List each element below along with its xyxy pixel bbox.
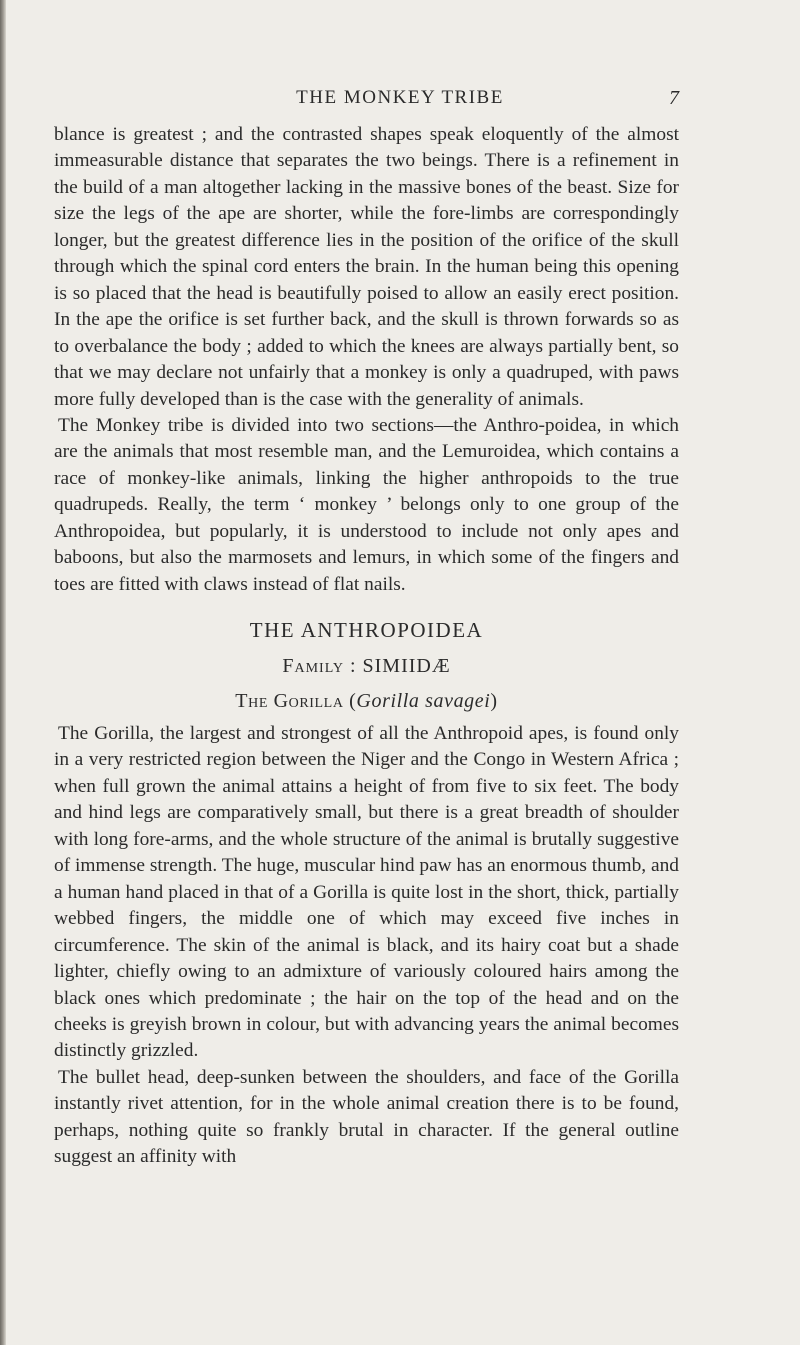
paragraph: The Monkey tribe is divided into two sections—the Anthro-poidea, in which are the animals that most resemble man, and the Lemuroidea, which contains a race of monkey-like animals, linking the higher anthropoids to the true quadrupeds. Really, the term ‘ monkey ’ belongs only to one group of the Anthropoidea, but popularly, it is understood to include not only apes and baboons, but also the marmosets and lemurs, in which some of the fingers and toes are fitted with claws instead of flat nails. [54,414,679,595]
species-heading [54,690,679,713]
family-label: Family : [282,655,357,677]
section-heading: THE ANTHROPOIDEA [249,618,484,642]
paragraph: blance is greatest ; and the contrasted shapes speak eloquently of the almost immeasurable distance that separates the two beings. There is a refinement in the build of a man altogether lacking in the massive bones of the beast. Size for size the legs of the ape are shorter, while the fore-limbs are correspondingly longer, but the greatest difference lies in the position of the orifice of the skull through which the spinal cord enters the brain. In the human being this opening is so placed that the head is beautifully poised to allow an easily erect position. In the ape the orifice is set further back, and the skull is thrown forwards so as to overbalance the body ; added to which the knees are always partially bent, so that we may declare not unfairly that a monkey is only a quadruped, with paws more fully developed than is the case with the generality of animals. [54,124,679,410]
species-latin-name: (Gorilla savagei) [349,690,498,712]
body-text-bottom [54,721,679,1171]
paragraph: The bullet head, deep-sunken between the shoulders, and face of the Gorilla instantly rivet attention, for in the whole animal creation there is to be found, perhaps, nothing quite so frankly brutal in character. If the general outline suggest an affinity with [54,1066,679,1168]
family-name: SIMIIDÆ [362,655,451,677]
body-text-top [54,122,679,598]
page-number: 7 [669,87,679,109]
running-title: THE MONKEY TRIBE [296,87,504,108]
paragraph: The Gorilla, the largest and strongest of all the Anthropoid apes, is found only in a very restricted region between the Niger and the Congo in Western Africa ; when full grown the animal attains a height of from five to six feet. The body and hind legs are comparatively small, but there is a great breadth of shoulder with long fore-arms, and the whole structure of the animal is brutally suggestive of immense strength. The huge, muscular hind paw has an enormous thumb, and a human hand placed in that of a Gorilla is quite lost in the short, thick, partially webbed fingers, the middle one of which may exceed five inches in circumference. The skin of the animal is black, and its hairy coat but a shade lighter, chiefly owing to an admixture of variously coloured hairs among the black ones which predominate ; the hair on the top of the head and on the cheeks is greyish brown in colour, but with advancing years the animal becomes distinctly grizzled. [54,723,679,1062]
species-common-name: The Gorilla [235,690,344,712]
page-header [0,87,800,117]
page-edge-shadow [0,0,6,1345]
species-latin-text: Gorilla savagei [356,690,491,712]
family-heading [54,655,679,678]
